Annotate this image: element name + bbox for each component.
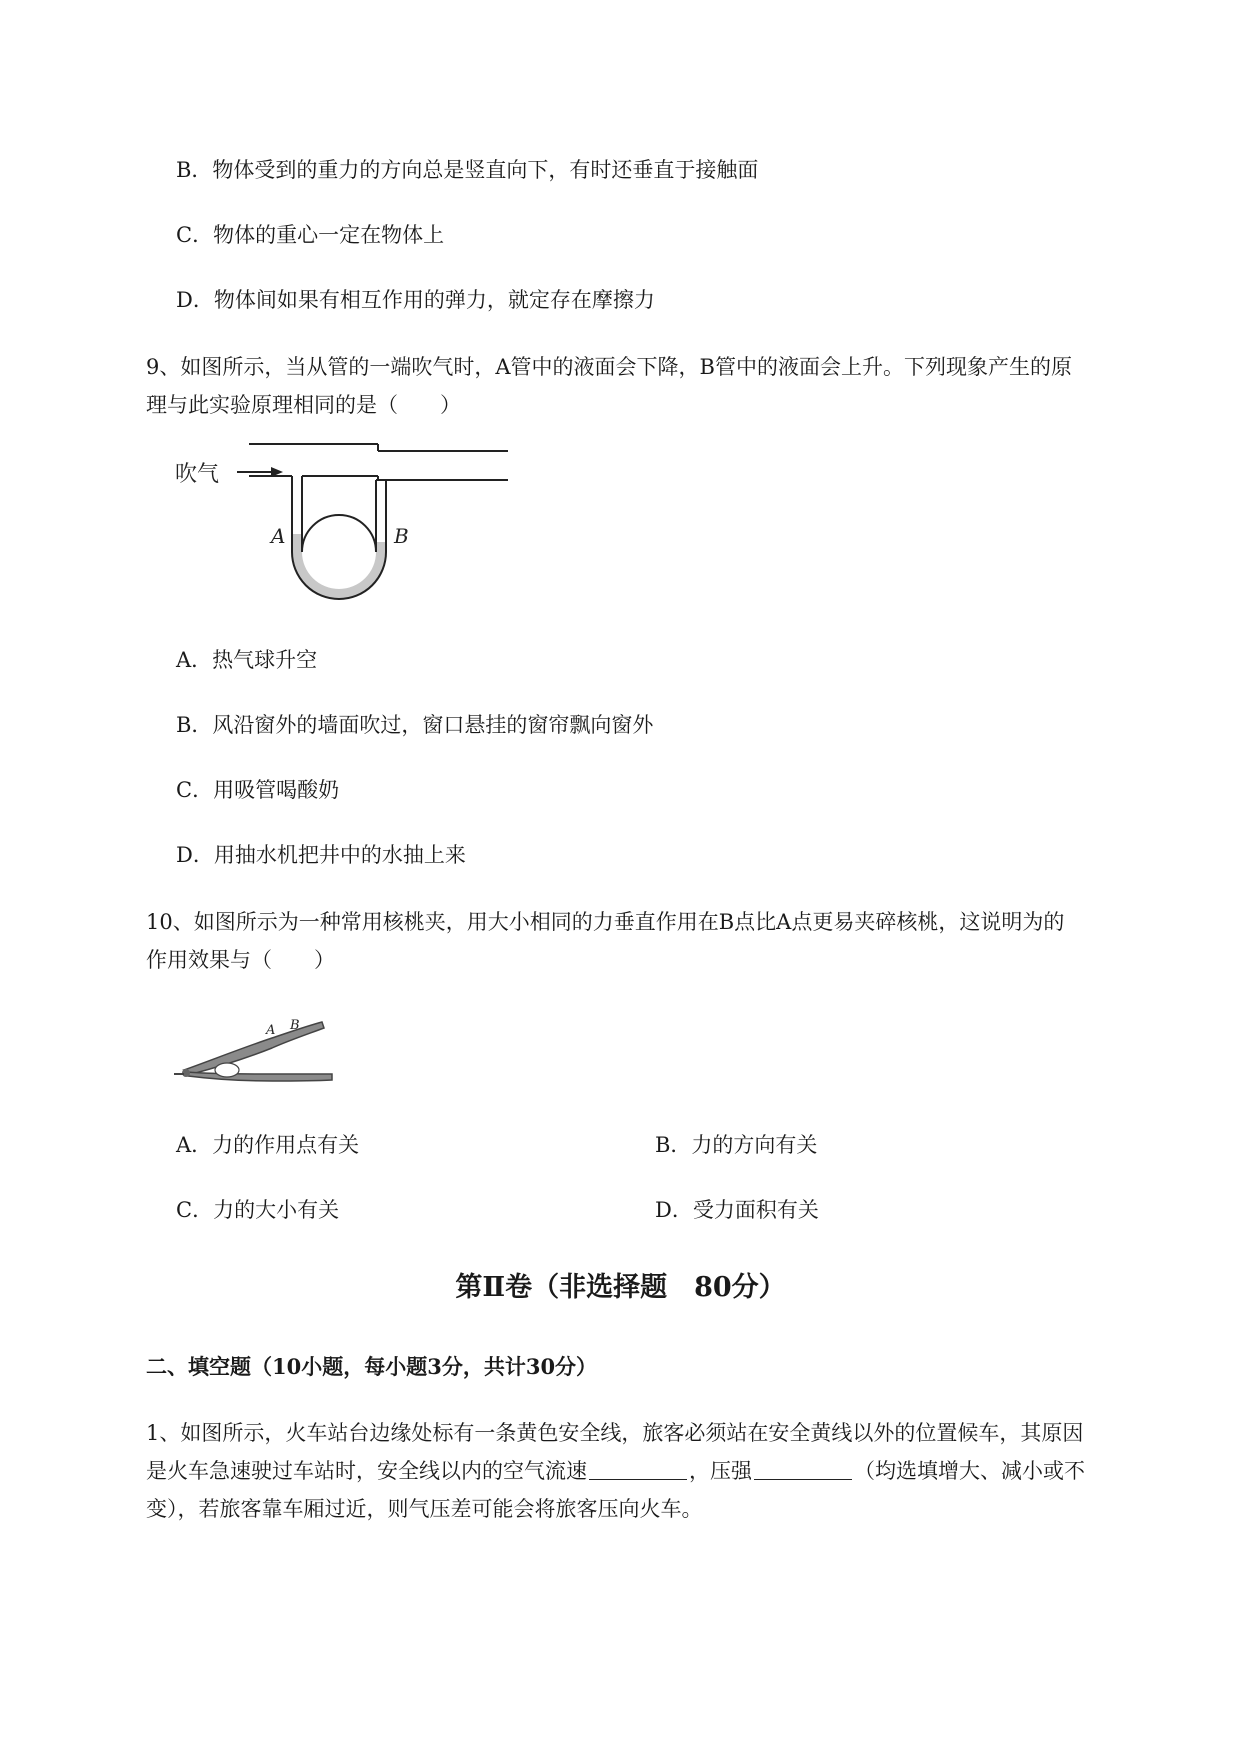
q8-option-d: D．物体间如果有相互作用的弹力，就定存在摩擦力: [176, 288, 655, 312]
tube-b-label: B: [394, 524, 409, 548]
point-b-label: B: [290, 1018, 300, 1033]
q10-option-b: B．力的方向有关: [655, 1133, 818, 1157]
q9-option-d: D．用抽水机把井中的水抽上来: [176, 843, 466, 867]
part2-title: 第Ⅱ卷（非选择题 80分）: [455, 1272, 786, 1303]
tube-a-label: A: [271, 524, 286, 548]
section2-title: 二、填空题（10小题，每小题3分，共计30分）: [146, 1354, 598, 1379]
fill1-blank-1: [589, 1457, 687, 1480]
q10-option-c: C．力的大小有关: [176, 1198, 340, 1222]
fill1-line2-text-b: ，压强: [689, 1459, 752, 1483]
fill1-line2-text-a: 是火车急速驶过车站时，安全线以内的空气流速: [146, 1459, 587, 1483]
fill1-line2: [146, 1456, 1085, 1486]
point-a-label: A: [266, 1023, 276, 1038]
u-tube-figure: [165, 438, 525, 618]
q9-option-c: C．用吸管喝酸奶: [176, 778, 340, 802]
fill1-line3: 变），若旅客靠车厢过近，则气压差可能会将旅客压向火车。: [146, 1497, 703, 1521]
q10-option-a: A．力的作用点有关: [176, 1133, 360, 1157]
q9-stem-line2: 理与此实验原理相同的是（ ）: [146, 393, 461, 417]
q9-stem-line1: 9、如图所示，当从管的一端吹气时，A管中的液面会下降，B管中的液面会上升。下列现象产生的原: [146, 355, 1072, 379]
q10-option-d: D．受力面积有关: [655, 1198, 819, 1222]
fill1-line1: 1、如图所示，火车站台边缘处标有一条黄色安全线，旅客必须站在安全黄线以外的位置候车，其原因: [146, 1421, 1084, 1445]
q9-option-a: A．热气球升空: [176, 648, 318, 672]
fill1-line2-text-c: （均选填增大、减小或不: [854, 1459, 1085, 1483]
q8-option-b: B．物体受到的重力的方向总是竖直向下，有时还垂直于接触面: [176, 158, 759, 182]
q8-option-c: C．物体的重心一定在物体上: [176, 223, 445, 247]
q10-stem-line1: 10、如图所示为一种常用核桃夹，用大小相同的力垂直作用在B点比A点更易夹碎核桃，这说明为的: [146, 910, 1065, 934]
fill1-blank-2: [754, 1457, 852, 1480]
blow-label: 吹气: [175, 462, 220, 487]
nutcracker-figure: [172, 1008, 352, 1088]
q9-option-b: B．风沿窗外的墙面吹过，窗口悬挂的窗帘飘向窗外: [176, 713, 654, 737]
q10-stem-line2: 作用效果与（ ）: [146, 948, 335, 972]
